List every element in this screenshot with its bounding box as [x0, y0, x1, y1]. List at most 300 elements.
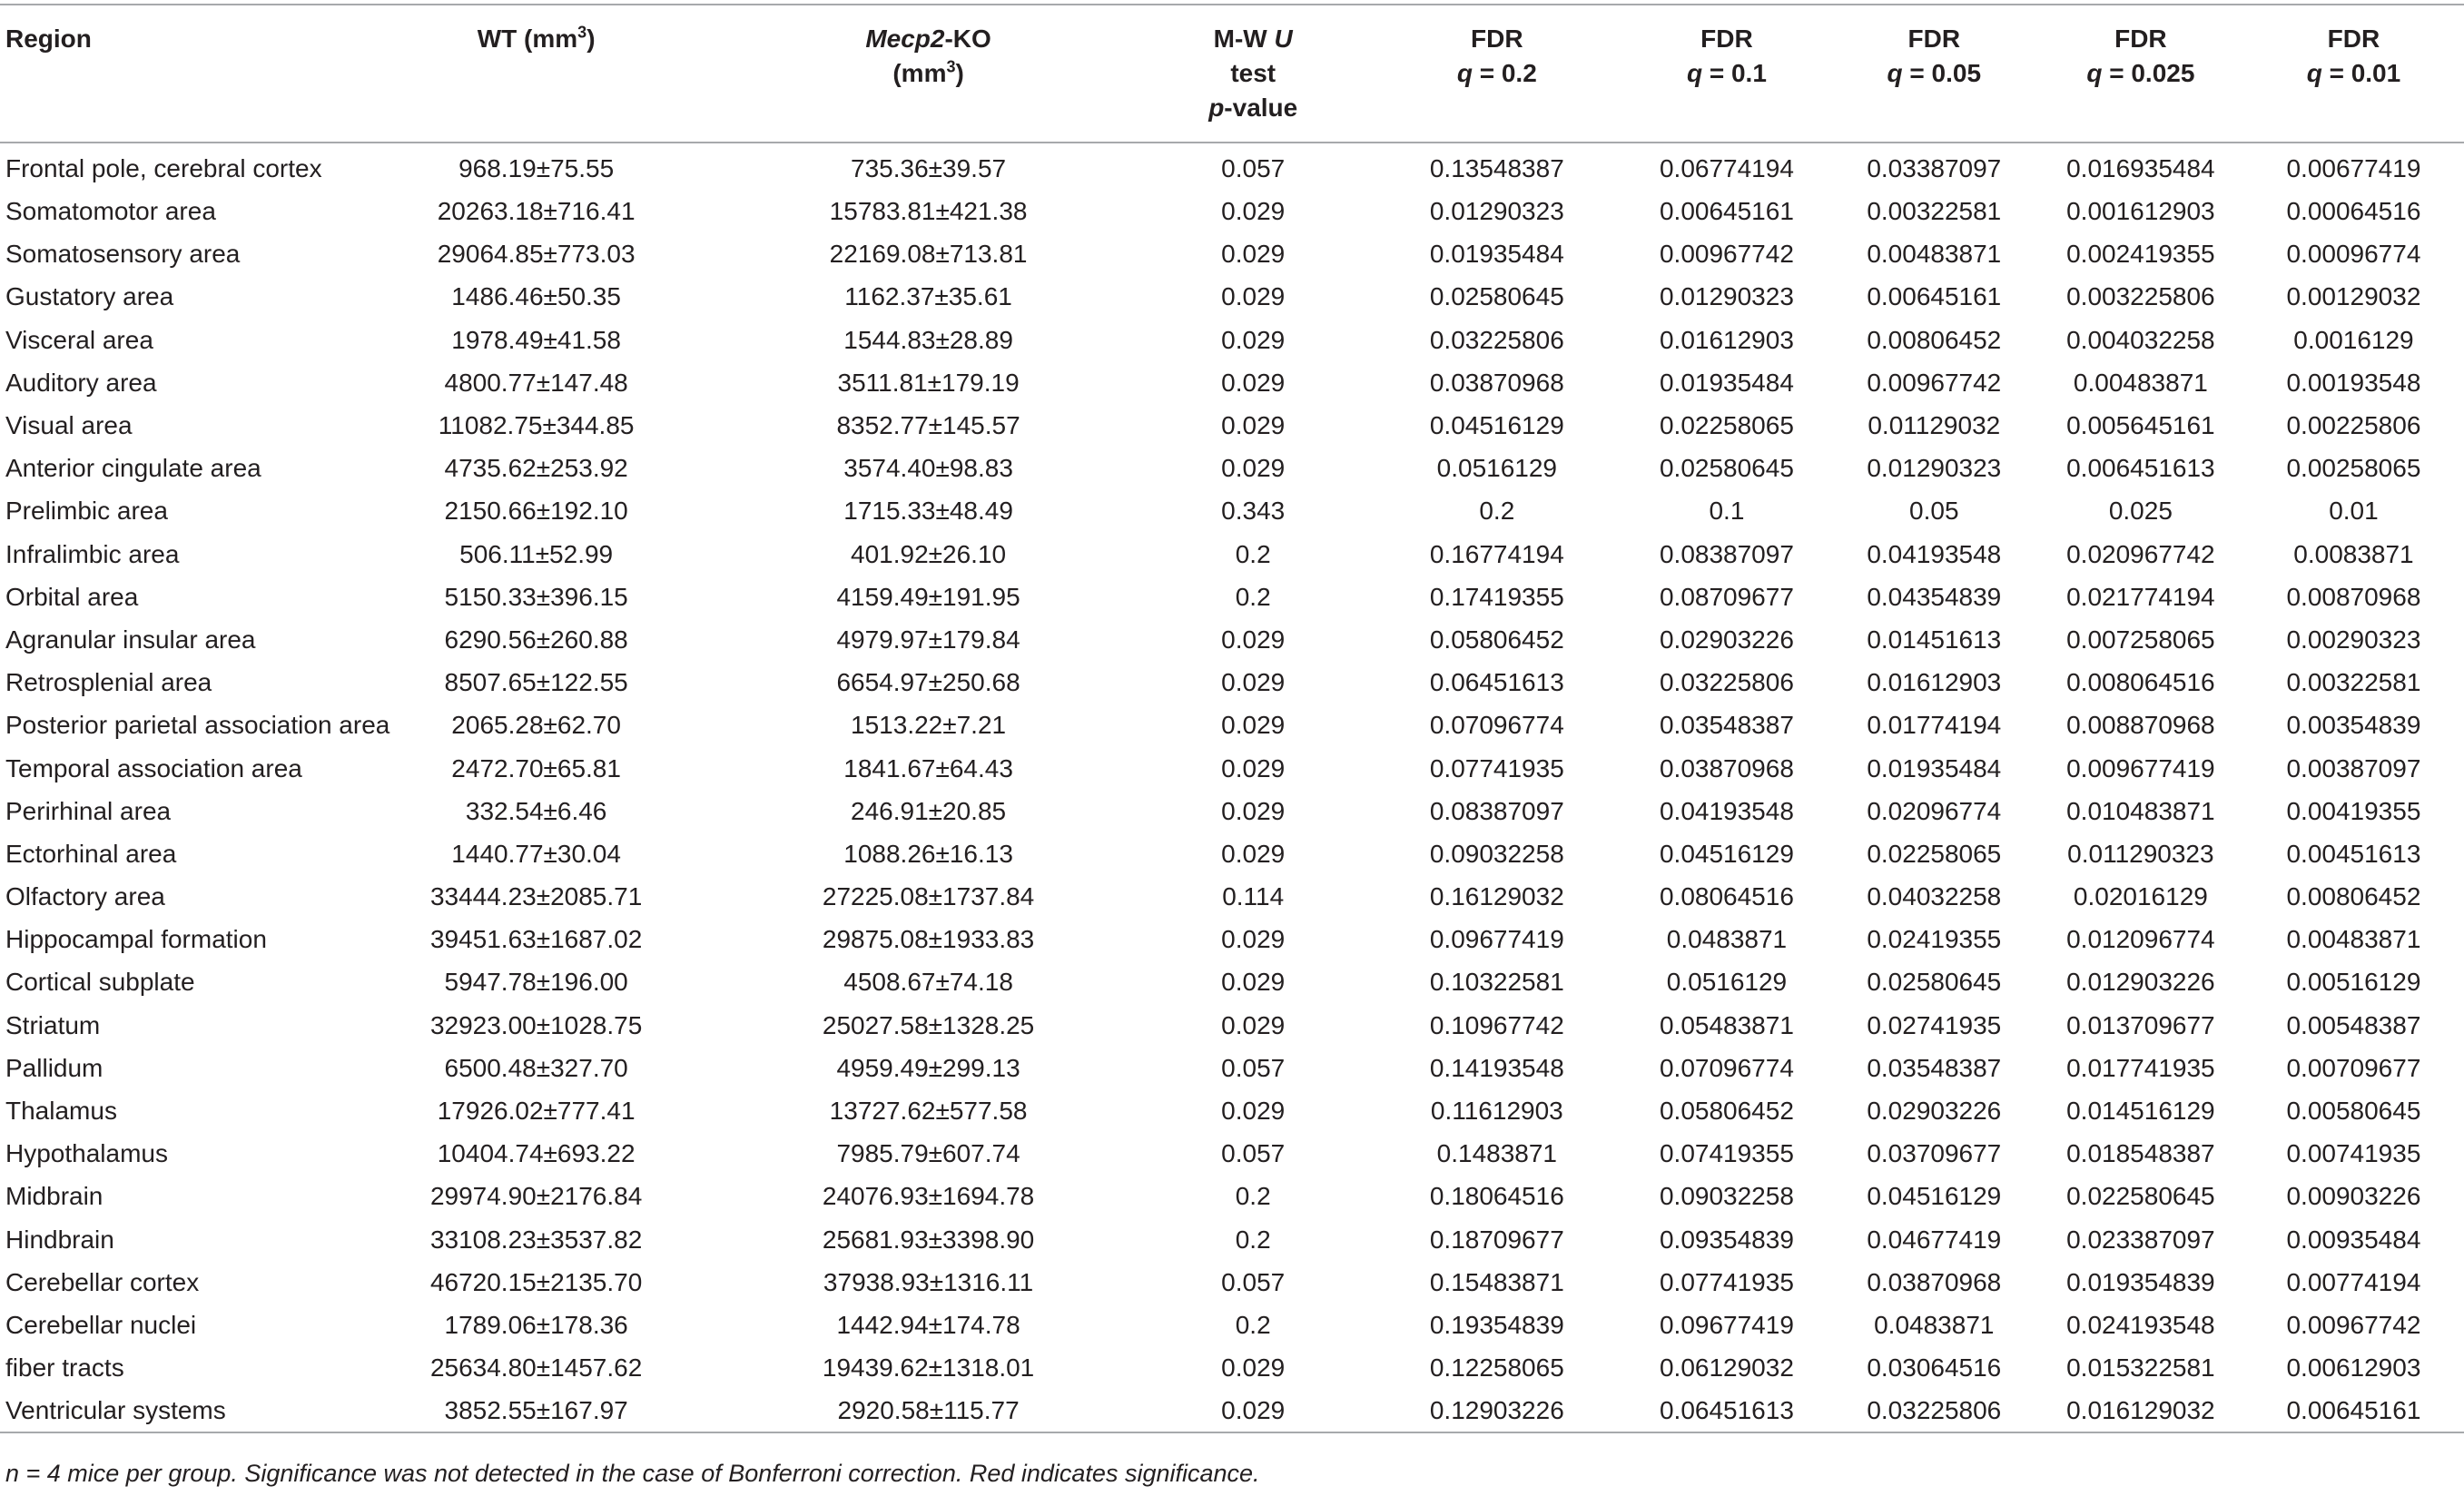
- cell-fdr-q02: 0.16129032: [1429, 882, 1564, 911]
- cell-fdr-q01: 0.00967742: [1659, 240, 1794, 269]
- cell-fdr-q01: 0.08064516: [1659, 882, 1794, 911]
- cell-fdr-q0025: 0.015322581: [2066, 1353, 2215, 1383]
- cell-fdr-q005: 0.01612903: [1867, 668, 2002, 697]
- cell-fdr-q01: 0.03225806: [1659, 668, 1794, 697]
- cell-wt: 32923.00±1028.75: [429, 1010, 643, 1039]
- cell-wt: 1978.49±41.58: [451, 325, 621, 354]
- cell-wt: 8507.65±122.55: [444, 668, 628, 697]
- cell-fdr-q005: 0.01290323: [1867, 454, 2002, 483]
- cell-fdr-q0025: 0.019354839: [2066, 1267, 2215, 1296]
- cell-fdr-q02: 0.1483871: [1436, 1139, 1557, 1168]
- cell-fdr-q005: 0.02258065: [1867, 839, 2002, 868]
- cell-ko: 401.92±26.10: [851, 539, 1007, 568]
- cell-fdr-q005: 0.03225806: [1830, 1389, 2038, 1432]
- cell-region: fiber tracts: [5, 1353, 124, 1383]
- cell-ko: 6654.97±250.68: [836, 668, 1020, 697]
- cell-ko: 15783.81±421.38: [829, 197, 1028, 226]
- cell-fdr-q0025: 0.023387097: [2066, 1225, 2215, 1254]
- cell-mw-p-value: 0.029: [1221, 625, 1286, 654]
- cell-fdr-q02: 0.09677419: [1429, 925, 1564, 954]
- cell-fdr-q005: 0.01129032: [1868, 411, 2001, 440]
- table-body: [0, 143, 2464, 1432]
- cell-wt: 17926.02±777.41: [437, 1097, 636, 1126]
- cell-mw-p-value: 0.057: [1221, 1267, 1286, 1296]
- cell-fdr-q02: 0.10967742: [1429, 1010, 1564, 1039]
- cell-fdr-q001: 0.00419355: [2286, 796, 2421, 825]
- cell-fdr-q01: 0.08387097: [1659, 539, 1794, 568]
- cell-ko: 4959.49±299.13: [836, 1053, 1020, 1082]
- cell-wt: 5947.78±196.00: [444, 968, 628, 997]
- cell-fdr-q001: 0.00709677: [2286, 1053, 2421, 1082]
- header-fdr-q005: FDR q = 0.05: [1830, 5, 2038, 143]
- cell-wt: 33108.23±3537.82: [429, 1225, 643, 1254]
- cell-fdr-q01: 0.08709677: [1659, 582, 1794, 611]
- cell-fdr-q0025: 0.006451613: [2066, 454, 2215, 483]
- cell-fdr-q001: 0.0016129: [2293, 325, 2414, 354]
- cell-fdr-q0025: 0.024193548: [2066, 1310, 2215, 1339]
- cell-fdr-q001: 0.00483871: [2286, 925, 2421, 954]
- cell-wt: 6500.48±327.70: [444, 1053, 628, 1082]
- cell-fdr-q0025: 0.021774194: [2066, 582, 2215, 611]
- cell-region: Visceral area: [5, 325, 153, 354]
- cell-fdr-q01: 0.02903226: [1659, 625, 1794, 654]
- cell-fdr-q005: 0.04193548: [1867, 539, 2002, 568]
- cell-mw-p-value: 0.029: [1221, 1097, 1286, 1126]
- cell-region: Frontal pole, cerebral cortex: [5, 154, 322, 182]
- cell-wt: 11082.75±344.85: [438, 411, 635, 440]
- cell-wt: 10404.74±693.22: [437, 1139, 636, 1168]
- cell-fdr-q01: 0.06774194: [1659, 154, 1794, 182]
- cell-mw-p-value: 0.057: [1221, 1053, 1286, 1082]
- cell-fdr-q0025: 0.016935484: [2066, 154, 2215, 182]
- cell-fdr-q01: 0.07419355: [1659, 1139, 1794, 1168]
- cell-mw-p-value: 0.057: [1221, 1139, 1286, 1168]
- cell-ko: 13727.62±577.58: [829, 1097, 1028, 1126]
- cell-fdr-q01: 0.01612903: [1659, 325, 1794, 354]
- cell-wt: 46720.15±2135.70: [429, 1267, 643, 1296]
- cell-fdr-q01: 0.04193548: [1659, 796, 1794, 825]
- cell-fdr-q0025: 0.020967742: [2066, 539, 2215, 568]
- header-mw-test: M-W U test p-value: [1136, 5, 1371, 143]
- cell-fdr-q001: 0.00903226: [2286, 1182, 2421, 1211]
- cell-mw-p-value: 0.029: [1221, 968, 1286, 997]
- cell-fdr-q001: 0.00193548: [2286, 368, 2421, 397]
- cell-wt: 968.19±75.55: [458, 154, 615, 182]
- cell-fdr-q001: 0.00967742: [2286, 1310, 2421, 1339]
- cell-fdr-q01: 0.09354839: [1659, 1225, 1794, 1254]
- cell-fdr-q02: 0.13548387: [1429, 154, 1564, 182]
- table-row: [0, 1389, 2464, 1432]
- table-footnote: n = 4 mice per group. Significance was not detected in the case of Bonferroni correction. Red indicates significance.: [5, 1460, 1260, 1487]
- cell-region: Thalamus: [5, 1097, 117, 1126]
- cell-mw-p-value: 0.029: [1136, 1389, 1371, 1432]
- cell-ko: 2920.58±115.77: [721, 1389, 1136, 1432]
- cell-fdr-q001: 0.00064516: [2286, 197, 2421, 226]
- cell-fdr-q01: 0.06129032: [1659, 1353, 1794, 1383]
- cell-fdr-q0025: 0.001612903: [2066, 197, 2215, 226]
- cell-region: Posterior parietal association area: [5, 711, 390, 740]
- cell-fdr-q001: 0.00870968: [2286, 582, 2421, 611]
- cell-fdr-q005: 0.04516129: [1867, 1182, 2002, 1211]
- cell-fdr-q02: 0.01935484: [1429, 240, 1564, 269]
- cell-mw-p-value: 0.029: [1221, 796, 1286, 825]
- cell-region: Temporal association area: [5, 753, 302, 782]
- cell-fdr-q0025: 0.005645161: [2066, 411, 2215, 440]
- cell-fdr-q005: 0.01774194: [1867, 711, 2002, 740]
- cell-fdr-q005: 0.03387097: [1867, 154, 2002, 182]
- cell-fdr-q01: 0.00645161: [1659, 197, 1794, 226]
- cell-fdr-q001: 0.00354839: [2286, 711, 2421, 740]
- cell-fdr-q0025: 0.010483871: [2066, 796, 2215, 825]
- table-row: [0, 1261, 2464, 1304]
- cell-fdr-q01: 0.04516129: [1659, 839, 1794, 868]
- cell-ko: 29875.08±1933.83: [822, 925, 1035, 954]
- cell-wt: 25634.80±1457.62: [429, 1353, 643, 1383]
- cell-region: Cortical subplate: [5, 968, 195, 997]
- cell-fdr-q02: 0.09032258: [1429, 839, 1564, 868]
- cell-region: Cerebellar nuclei: [5, 1310, 197, 1339]
- table-row: [0, 832, 2464, 875]
- cell-fdr-q02: 0.0516129: [1436, 454, 1557, 483]
- cell-wt: 3852.55±167.97: [351, 1389, 721, 1432]
- cell-region: Somatosensory area: [5, 240, 241, 269]
- cell-region: Anterior cingulate area: [5, 454, 261, 483]
- cell-fdr-q02: 0.11612903: [1430, 1097, 1563, 1126]
- cell-fdr-q02: 0.14193548: [1429, 1053, 1564, 1082]
- cell-fdr-q0025: 0.022580645: [2066, 1182, 2215, 1211]
- cell-region: Cerebellar cortex: [5, 1267, 200, 1296]
- cell-fdr-q0025: 0.004032258: [2066, 325, 2215, 354]
- cell-ko: 7985.79±607.74: [836, 1139, 1020, 1168]
- cell-ko: 37938.93±1316.11: [823, 1267, 1034, 1296]
- cell-fdr-q005: 0.0483871: [1874, 1310, 1995, 1339]
- cell-fdr-q01: 0.01935484: [1659, 368, 1794, 397]
- cell-fdr-q001: 0.00290323: [2286, 625, 2421, 654]
- cell-region: Hippocampal formation: [5, 925, 267, 954]
- cell-wt: 2150.66±192.10: [444, 497, 628, 526]
- cell-fdr-q02: 0.02580645: [1429, 282, 1564, 311]
- cell-region: Hypothalamus: [5, 1139, 168, 1168]
- cell-fdr-q005: 0.00645161: [1867, 282, 2002, 311]
- cell-fdr-q02: 0.18064516: [1429, 1182, 1564, 1211]
- table-row: [0, 960, 2464, 1003]
- cell-mw-p-value: 0.029: [1221, 925, 1286, 954]
- cell-fdr-q02: 0.04516129: [1429, 411, 1564, 440]
- cell-mw-p-value: 0.029: [1221, 411, 1286, 440]
- header-region: Region: [0, 5, 351, 143]
- cell-fdr-q005: 0.01451613: [1867, 625, 2002, 654]
- table-row: [0, 1004, 2464, 1047]
- cell-fdr-q02: 0.18709677: [1429, 1225, 1564, 1254]
- header-wt: WT $(mm^3)$: [351, 5, 721, 143]
- cell-fdr-q001: 0.00322581: [2286, 668, 2421, 697]
- cell-mw-p-value: 0.2: [1235, 582, 1271, 611]
- cell-fdr-q02: 0.15483871: [1429, 1267, 1564, 1296]
- cell-fdr-q01: 0.0516129: [1666, 968, 1788, 997]
- cell-mw-p-value: 0.029: [1221, 282, 1286, 311]
- cell-fdr-q001: 0.01: [2329, 497, 2379, 526]
- cell-wt: 1440.77±30.04: [451, 839, 621, 868]
- cell-fdr-q01: 0.09677419: [1659, 1310, 1794, 1339]
- cell-fdr-q0025: 0.017741935: [2066, 1053, 2215, 1082]
- cell-region: Somatomotor area: [5, 197, 216, 226]
- cell-ko: 3574.40±98.83: [843, 454, 1013, 483]
- cell-mw-p-value: 0.2: [1235, 1310, 1271, 1339]
- cell-fdr-q005: 0.03064516: [1867, 1353, 2002, 1383]
- table-row: [0, 275, 2464, 318]
- cell-ko: 1715.33±48.49: [843, 497, 1013, 526]
- cell-region: Striatum: [5, 1010, 101, 1039]
- cell-fdr-q01: 0.06451613: [1623, 1389, 1830, 1432]
- region-volume-table: [0, 4, 2464, 1433]
- cell-fdr-q005: 0.02096774: [1867, 796, 2002, 825]
- cell-fdr-q01: 0.02258065: [1659, 411, 1794, 440]
- table-row: [0, 232, 2464, 275]
- cell-fdr-q01: 0.02580645: [1659, 454, 1794, 483]
- cell-fdr-q005: 0.01935484: [1867, 753, 2002, 782]
- cell-fdr-q02: 0.05806452: [1429, 625, 1564, 654]
- cell-ko: 246.91±20.85: [851, 796, 1007, 825]
- cell-fdr-q005: 0.03709677: [1867, 1139, 2002, 1168]
- cell-fdr-q001: 0.00451613: [2286, 839, 2421, 868]
- table-row: [0, 447, 2464, 489]
- cell-fdr-q02: 0.10322581: [1429, 968, 1564, 997]
- table-row: [0, 661, 2464, 704]
- cell-ko: 1442.94±174.78: [836, 1310, 1020, 1339]
- cell-fdr-q001: 0.00806452: [2286, 882, 2421, 911]
- table-row: [0, 746, 2464, 789]
- cell-ko: 27225.08±1737.84: [822, 882, 1035, 911]
- cell-fdr-q02: 0.12903226: [1370, 1389, 1623, 1432]
- cell-fdr-q001: 0.00096774: [2286, 240, 2421, 269]
- cell-fdr-q0025: 0.016129032: [2038, 1389, 2243, 1432]
- table-row: [0, 704, 2464, 746]
- cell-fdr-q01: 0.09032258: [1659, 1182, 1794, 1211]
- table-row: [0, 533, 2464, 576]
- table-row: [0, 190, 2464, 232]
- cell-fdr-q02: 0.16774194: [1429, 539, 1564, 568]
- header-fdr-q01: FDR q = 0.1: [1623, 5, 1830, 143]
- cell-wt: 506.11±52.99: [459, 539, 614, 568]
- table-row: [0, 319, 2464, 361]
- table-row: [0, 875, 2464, 918]
- cell-fdr-q0025: 0.002419355: [2066, 240, 2215, 269]
- cell-wt: 29974.90±2176.84: [429, 1182, 643, 1211]
- cell-region: Orbital area: [5, 582, 139, 611]
- cell-fdr-q0025: 0.012096774: [2066, 925, 2215, 954]
- header-row: [0, 5, 2464, 143]
- cell-ko: 4508.67±74.18: [843, 968, 1013, 997]
- cell-region: Hindbrain: [5, 1225, 114, 1254]
- cell-fdr-q005: 0.04677419: [1867, 1225, 2002, 1254]
- cell-mw-p-value: 0.029: [1221, 839, 1286, 868]
- cell-mw-p-value: 0.343: [1221, 497, 1286, 526]
- cell-fdr-q02: 0.07741935: [1429, 753, 1564, 782]
- cell-mw-p-value: 0.029: [1221, 325, 1286, 354]
- cell-fdr-q02: 0.01290323: [1429, 197, 1564, 226]
- cell-region: Prelimbic area: [5, 497, 168, 526]
- cell-ko: 1841.67±64.43: [843, 753, 1013, 782]
- cell-fdr-q001: 0.00387097: [2286, 753, 2421, 782]
- cell-ko: 1544.83±28.89: [843, 325, 1013, 354]
- cell-wt: 332.54±6.46: [465, 796, 607, 825]
- cell-wt: 2065.28±62.70: [451, 711, 621, 740]
- table-row: [0, 489, 2464, 532]
- cell-fdr-q001: 0.00516129: [2286, 968, 2421, 997]
- cell-ko: 1162.37±35.61: [844, 282, 1012, 311]
- cell-fdr-q005: 0.03870968: [1867, 1267, 2002, 1296]
- table-row: [0, 1089, 2464, 1132]
- cell-mw-p-value: 0.029: [1221, 197, 1286, 226]
- cell-mw-p-value: 0.114: [1222, 882, 1285, 911]
- cell-fdr-q005: 0.00322581: [1867, 197, 2002, 226]
- cell-fdr-q001: 0.00741935: [2286, 1139, 2421, 1168]
- cell-fdr-q02: 0.19354839: [1429, 1310, 1564, 1339]
- cell-fdr-q01: 0.0483871: [1666, 925, 1788, 954]
- cell-fdr-q005: 0.02741935: [1867, 1010, 2002, 1039]
- cell-fdr-q005: 0.00483871: [1867, 240, 2002, 269]
- cell-fdr-q02: 0.03225806: [1429, 325, 1564, 354]
- cell-fdr-q02: 0.07096774: [1429, 711, 1564, 740]
- cell-mw-p-value: 0.029: [1221, 668, 1286, 697]
- cell-fdr-q005: 0.04032258: [1867, 882, 2002, 911]
- table-row: [0, 790, 2464, 832]
- header-fdr-q001: FDR q = 0.01: [2243, 5, 2464, 143]
- cell-fdr-q02: 0.12258065: [1429, 1353, 1564, 1383]
- header-fdr-q02: FDR q = 0.2: [1370, 5, 1623, 143]
- table-row: [0, 1218, 2464, 1261]
- cell-wt: 20263.18±716.41: [437, 197, 636, 226]
- cell-ko: 25027.58±1328.25: [822, 1010, 1035, 1039]
- cell-fdr-q001: 0.00548387: [2286, 1010, 2421, 1039]
- table-row: [0, 404, 2464, 447]
- cell-fdr-q01: 0.01290323: [1659, 282, 1794, 311]
- cell-fdr-q001: 0.00580645: [2286, 1097, 2421, 1126]
- cell-fdr-q0025: 0.009677419: [2066, 753, 2215, 782]
- table-row: [0, 1047, 2464, 1089]
- cell-fdr-q0025: 0.025: [2108, 497, 2173, 526]
- cell-ko: 22169.08±713.81: [829, 240, 1028, 269]
- cell-fdr-q01: 0.07741935: [1659, 1267, 1794, 1296]
- cell-fdr-q01: 0.03870968: [1659, 753, 1794, 782]
- cell-wt: 4800.77±147.48: [444, 368, 628, 397]
- cell-fdr-q005: 0.04354839: [1867, 582, 2002, 611]
- cell-ko: 3511.81±179.19: [837, 368, 1020, 397]
- cell-region: Ventricular systems: [0, 1389, 351, 1432]
- cell-wt: 33444.23±2085.71: [429, 882, 643, 911]
- cell-fdr-q0025: 0.008870968: [2066, 711, 2215, 740]
- cell-fdr-q0025: 0.013709677: [2066, 1010, 2215, 1039]
- cell-fdr-q0025: 0.018548387: [2066, 1139, 2215, 1168]
- cell-wt: 5150.33±396.15: [444, 582, 628, 611]
- cell-wt: 1789.06±178.36: [444, 1310, 628, 1339]
- cell-fdr-q001: 0.00645161: [2243, 1389, 2464, 1432]
- header-ko: Mecp2-KO $(mm^3)$: [721, 5, 1136, 143]
- cell-fdr-q001: 0.00225806: [2286, 411, 2421, 440]
- cell-fdr-q001: 0.00677419: [2286, 154, 2421, 182]
- cell-mw-p-value: 0.029: [1221, 1010, 1286, 1039]
- cell-region: Midbrain: [5, 1182, 103, 1211]
- cell-region: Olfactory area: [5, 882, 165, 911]
- cell-region: Agranular insular area: [5, 625, 256, 654]
- cell-wt: 4735.62±253.92: [444, 454, 628, 483]
- cell-fdr-q02: 0.03870968: [1429, 368, 1564, 397]
- cell-wt: 29064.85±773.03: [437, 240, 636, 269]
- cell-ko: 1513.22±7.21: [851, 711, 1007, 740]
- cell-fdr-q0025: 0.011290323: [2067, 839, 2214, 868]
- cell-ko: 4159.49±191.95: [836, 582, 1020, 611]
- cell-fdr-q01: 0.1: [1709, 497, 1745, 526]
- cell-region: Pallidum: [5, 1053, 103, 1082]
- table-row: [0, 143, 2464, 190]
- cell-region: Infralimbic area: [5, 539, 180, 568]
- cell-region: Ectorhinal area: [5, 839, 177, 868]
- cell-fdr-q001: 0.00129032: [2286, 282, 2421, 311]
- cell-ko: 1088.26±16.13: [843, 839, 1013, 868]
- cell-mw-p-value: 0.2: [1235, 539, 1271, 568]
- cell-fdr-q01: 0.03548387: [1659, 711, 1794, 740]
- cell-fdr-q005: 0.00806452: [1867, 325, 2002, 354]
- cell-fdr-q01: 0.07096774: [1659, 1053, 1794, 1082]
- cell-fdr-q0025: 0.003225806: [2066, 282, 2215, 311]
- cell-fdr-q02: 0.08387097: [1429, 796, 1564, 825]
- cell-fdr-q01: 0.05483871: [1659, 1010, 1794, 1039]
- cell-ko: 735.36±39.57: [851, 154, 1007, 182]
- cell-fdr-q005: 0.02419355: [1867, 925, 2002, 954]
- cell-fdr-q005: 0.02580645: [1867, 968, 2002, 997]
- cell-mw-p-value: 0.057: [1221, 154, 1286, 182]
- cell-region: Perirhinal area: [5, 796, 172, 825]
- cell-ko: 4979.97±179.84: [836, 625, 1020, 654]
- table-row: [0, 618, 2464, 661]
- cell-region: Gustatory area: [5, 282, 174, 311]
- cell-mw-p-value: 0.029: [1221, 1353, 1286, 1383]
- cell-fdr-q0025: 0.014516129: [2066, 1097, 2215, 1126]
- cell-region: Visual area: [5, 411, 133, 440]
- cell-fdr-q001: 0.00258065: [2286, 454, 2421, 483]
- cell-fdr-q02: 0.06451613: [1429, 668, 1564, 697]
- cell-fdr-q02: 0.17419355: [1429, 582, 1564, 611]
- cell-mw-p-value: 0.029: [1221, 454, 1286, 483]
- cell-fdr-q0025: 0.00483871: [2073, 368, 2208, 397]
- cell-mw-p-value: 0.029: [1221, 368, 1286, 397]
- table-row: [0, 1346, 2464, 1389]
- table-row: [0, 1175, 2464, 1217]
- cell-mw-p-value: 0.2: [1235, 1225, 1271, 1254]
- cell-region: Retrosplenial area: [5, 668, 212, 697]
- cell-wt: 2472.70±65.81: [451, 753, 621, 782]
- cell-fdr-q0025: 0.007258065: [2066, 625, 2215, 654]
- cell-fdr-q001: 0.00935484: [2286, 1225, 2421, 1254]
- cell-fdr-q0025: 0.012903226: [2066, 968, 2215, 997]
- cell-wt: 1486.46±50.35: [451, 282, 621, 311]
- cell-fdr-q005: 0.02903226: [1867, 1097, 2002, 1126]
- cell-wt: 6290.56±260.88: [444, 625, 628, 654]
- cell-ko: 19439.62±1318.01: [822, 1353, 1035, 1383]
- table-row: [0, 1304, 2464, 1346]
- cell-fdr-q0025: 0.008064516: [2066, 668, 2215, 697]
- header-fdr-q0025: FDR q = 0.025: [2038, 5, 2243, 143]
- cell-mw-p-value: 0.029: [1221, 240, 1286, 269]
- cell-region: Auditory area: [5, 368, 157, 397]
- cell-ko: 8352.77±145.57: [836, 411, 1020, 440]
- cell-fdr-q005: 0.05: [1909, 497, 1959, 526]
- cell-fdr-q0025: 0.02016129: [2073, 882, 2208, 911]
- cell-mw-p-value: 0.2: [1235, 1182, 1271, 1211]
- cell-fdr-q001: 0.00612903: [2286, 1353, 2421, 1383]
- cell-mw-p-value: 0.029: [1221, 711, 1286, 740]
- cell-wt: 39451.63±1687.02: [429, 925, 643, 954]
